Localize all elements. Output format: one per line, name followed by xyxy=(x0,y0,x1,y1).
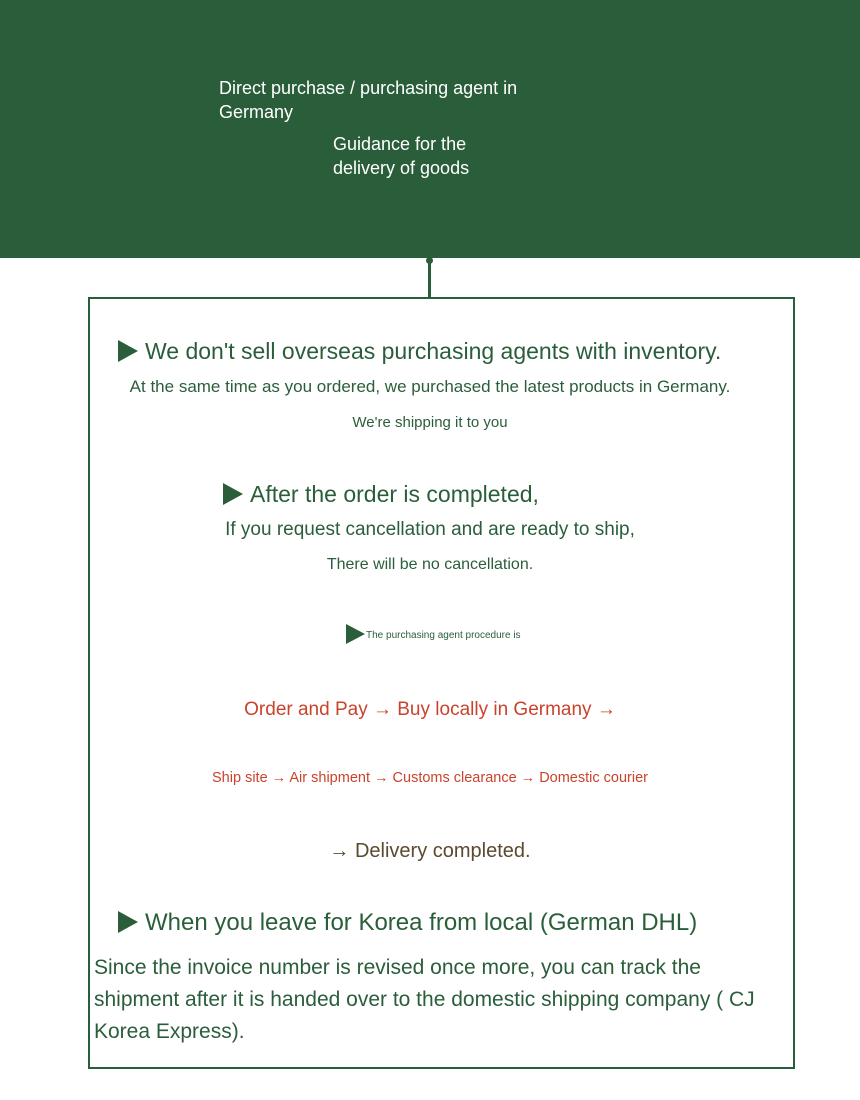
section-4-heading xyxy=(118,909,697,937)
section-1-heading xyxy=(118,338,721,365)
play-triangle-icon xyxy=(223,483,243,505)
section-1-line-1: At the same time as you ordered, we purchased the latest products in Germany. xyxy=(129,377,731,396)
section-2-line-2: There will be no cancellation. xyxy=(326,556,534,573)
section-3-heading-text: The purchasing agent procedure is xyxy=(366,630,521,641)
connector-line xyxy=(428,262,431,298)
procedure-step-3: → Delivery completed. xyxy=(329,840,531,862)
procedure-step-2: Ship site → Air shipment → Customs clearance → Domestic courier xyxy=(212,770,648,786)
header-subtitle: Guidance for the delivery of goods xyxy=(333,134,470,178)
section-2-line-1: If you request cancellation and are ready to ship, xyxy=(225,519,635,540)
section-1-line-2: We're shipping it to you xyxy=(352,414,508,431)
section-4-heading-text: When you leave for Korea from local (German DHL) xyxy=(145,909,698,936)
header-banner xyxy=(0,0,860,258)
section-4-body: Since the invoice number is revised once more, you can track the shipment after it is handed over to the domestic shipping company ( CJ Korea Express). xyxy=(94,956,755,1043)
section-3-heading xyxy=(346,624,521,644)
section-2-heading-text: After the order is completed, xyxy=(250,481,539,507)
play-triangle-icon xyxy=(118,911,138,933)
header-title: Direct purchase / purchasing agent in Germany xyxy=(219,78,518,122)
section-1-heading-text: We don't sell overseas purchasing agents with inventory. xyxy=(145,338,722,364)
play-triangle-icon xyxy=(118,340,138,362)
play-triangle-icon xyxy=(346,624,365,644)
procedure-step-1: Order and Pay → Buy locally in Germany → xyxy=(244,699,616,720)
section-2-heading xyxy=(223,481,539,508)
